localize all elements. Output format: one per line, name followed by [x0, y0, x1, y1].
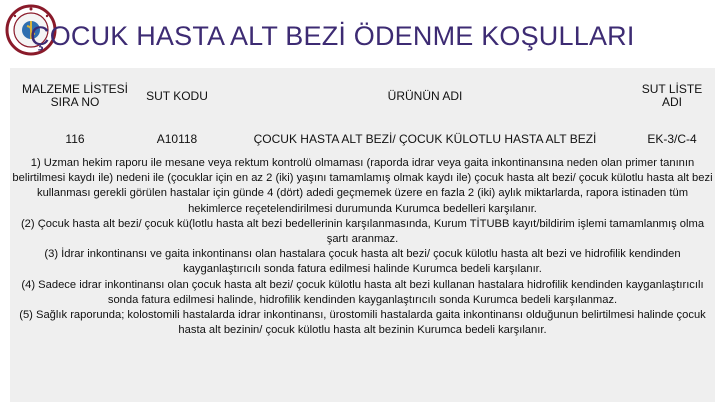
row-sut-code: A10118 [156, 131, 198, 146]
row-material-list-no: 116 [65, 131, 85, 146]
condition-5: (5) Sağlık raporunda; kolostomili hastalarda idrar inkontinansı, ürostomili hastalarda gaita inkontinansı olduğunun belirtilmesi halinde çocuk hasta alt bezinin/ çocuk külotlu hasta alt bezinin Kurumca bedeli karşılanır. [19, 309, 706, 337]
condition-4: (4) Sadece idrar inkontinansı olan çocuk hasta alt bezi/ çocuk külotlu hasta alt bezi kullanan hastalara hidrofilik kendinden kayganlaştırıcılı sonda fatura edilmesi halinde, hidrofilik kendinden kayganlaştırıcılı sonda Kurumca bedeli karşılanmaz. [21, 278, 704, 306]
header-material-list-no: MALZEME LİSTESİ SIRA NO [21, 82, 129, 109]
header-sut-list-name: SUT LİSTE ADI [641, 82, 703, 109]
condition-1: 1) Uzman hekim raporu ile mesane veya rektum kontrolü olmaması (raporda idrar veya gaita inkontinansına neden olan primer tanının belirtilmesi kaydı ile) nedeni ile (çocuklar için en az 2 (iki) yaşını tamamlamış olmak kaydı ile) çocuk hasta alt bezi/ çocuk külotlu hasta alt bezi kullanması gerekli görülen hastalar için günde 4 (dört) adedi geçmemek üzere en fazla 2 (iki) aylık miktarlarda, rapora istinaden tüm hekimlerce reçetelendirilmesi durumunda Kurumca bedelleri karşılanır. [12, 157, 713, 215]
table-row [10, 124, 715, 154]
condition-3: (3) İdrar inkontinansı ve gaita inkontinansı olan hastalara çocuk hasta alt bezi/ çocuk külotlu hasta alt bezi ve hidrofilik kendinden kayganlaştırıcılı sonda fatura edilmesi halinde Kurumca bedeli karşılanır. [44, 248, 681, 276]
row-product-name: ÇOCUK HASTA ALT BEZİ/ ÇOCUK KÜLOTLU HASTA ALT BEZİ [253, 131, 597, 146]
condition-2: (2) Çocuk hasta alt bezi/ çocuk kü(lotlu hasta alt bezi bedellerinin karşılanmasında, Kurum TİTUBB kayıt/bildirim işlemi tamamlanmış olma şartı aranmaz. [20, 217, 705, 246]
table-header [10, 68, 715, 124]
page-title: ÇOCUK HASTA ALT BEZİ ÖDENME KOŞULLARI [30, 21, 635, 51]
header-product-name: ÜRÜNÜN ADI [387, 88, 463, 103]
row-sut-list-name: EK-3/C-4 [647, 131, 697, 146]
payment-conditions [10, 156, 715, 402]
header-sut-code: SUT KODU [146, 88, 208, 103]
content-panel [10, 68, 715, 402]
